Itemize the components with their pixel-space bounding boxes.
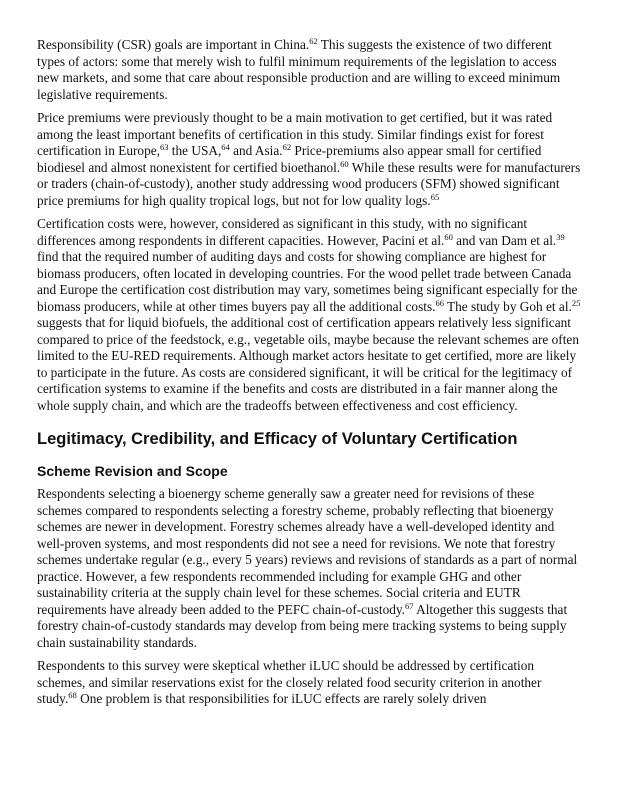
citation-68: 68 (68, 690, 77, 700)
citation-25: 25 (571, 297, 581, 308)
text: suggests that for liquid biofuels, the additional cost of certification appears relatively less significant compared to price of the feedstock, e.g., vegetable oils, maybe because the relevant schemes are often limited to the EU-RED requirements. Although market actors hesitate to get certified, more are likely to participate in the future. As costs are considered significant, it will be critical for the legitimacy of certification systems to examine if the benefits and costs are distributed in a fair manner along the whole supply chain, and which are the tradeoffs between effectiveness and cost efficiency. (37, 315, 579, 413)
citation-39: 39 (556, 231, 565, 242)
paragraph-price-premiums (37, 110, 581, 209)
section-heading: Legitimacy, Credibility, and Efficacy of Voluntary Certification (37, 430, 518, 448)
text: Certification costs were, however, considered as significant in this study, with no significant differences among respondents in different capacities. However, Pacini et al. (37, 216, 528, 248)
text: Responsibility (CSR) goals are important in China. (37, 37, 310, 52)
text: Respondents selecting a bioenergy scheme generally saw a greater need for revisions of these schemes compared to respondents selecting a forestry scheme, probably reflecting that bioenergy schemes are newer in development. Forestry schemes already have a well-developed identity and well-proven systems, and most respondents did not see a need for revisions. We note that forestry schemes undertake regular (e.g., every 5 years) reviews and revisions of standards as a part of normal practice. However, a few respondents recommended including for example GHG and other sustainability criteria at the supply chain level for these schemes. Social criteria and EUTR requirements have already been added to the PEFC chain-of-custody. (37, 486, 578, 617)
citation-62: 62 (282, 142, 292, 152)
citation-62: 62 (309, 36, 318, 46)
text: Price premiums were previously thought to be a main motivation to get certified, but it was rated among the least important benefits of certification in this study. Similar findings exist for forest certification in Europe, (37, 110, 553, 158)
citation-65: 65 (430, 191, 440, 202)
text: the USA, (168, 143, 222, 158)
paragraph-csr (37, 37, 581, 103)
text: The study by Goh et al. (443, 298, 572, 314)
paragraph-scheme-revision (37, 486, 581, 651)
text: Price-premiums also appear small for certified biodiesel and almost nonexistent for certified bioethanol. (37, 143, 542, 175)
citation-66: 66 (435, 297, 444, 308)
text: Respondents to this survey were skeptical whether iLUC should be addressed by certification schemes, and similar reservations exist for the closely related food security criterion in another study. (37, 658, 542, 706)
text: One problem is that responsibilities for iLUC effects are rarely solely driven (76, 691, 487, 706)
citation-64: 64 (221, 142, 230, 152)
citation-63: 63 (159, 142, 169, 152)
text: Altogether this suggests that forestry chain-of-custody standards may develop from being mere tracking systems to being supply chain sustainability standards. (37, 601, 568, 650)
citation-67: 67 (405, 600, 414, 611)
text: While these results were for manufacturers or traders (chain-of-custody), another study addressing wood producers (SFM) showed significant price premiums for high quality tropical logs, but not for low quality logs. (37, 159, 581, 208)
paragraph-certification-costs (37, 216, 581, 414)
text: and Asia. (229, 143, 283, 158)
subsection-heading: Scheme Revision and Scope (37, 463, 228, 479)
citation-60: 60 (444, 231, 453, 242)
paragraph-iluc (37, 658, 581, 708)
text: This suggests the existence of two different types of actors: some that merely wish to fulfil minimum requirements of the legislation to access new markets, and some that care about responsible production and are willing to exceed minimum legislative requirements. (37, 37, 561, 102)
text: find that the required number of auditing days and costs for showing compliance are highest for biomass producers, often located in developing countries. For the wood pellet trade between Canada and Europe the certification cost distribution may vary, sometimes being significant especially for the biomass producers, while at other times buyers pay all the additional costs. (37, 249, 578, 314)
citation-60: 60 (340, 158, 349, 169)
text: and van Dam et al. (452, 232, 557, 248)
